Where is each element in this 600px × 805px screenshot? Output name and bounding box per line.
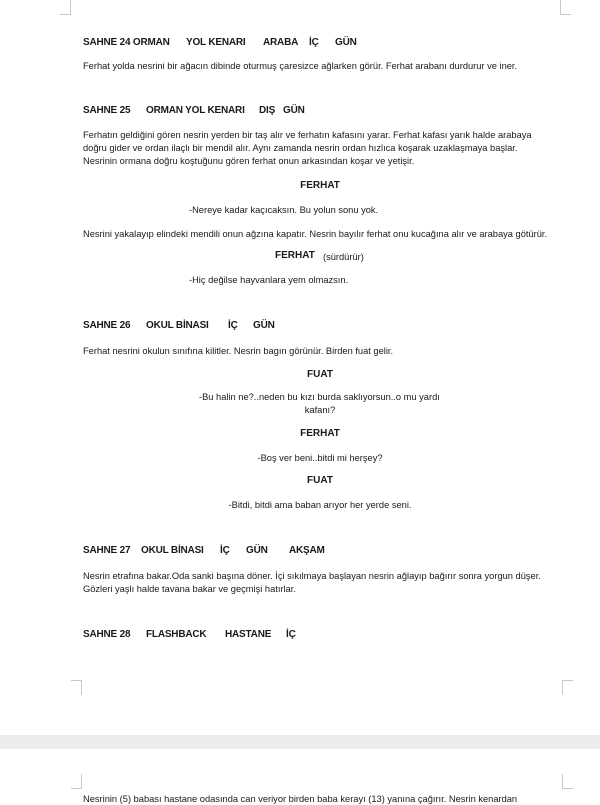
action-line: Ferhat nesrini okulun sınıfına kilitler. Nesrin bagın görünür. Birden fuat gelir.: [83, 346, 394, 356]
scene-time: GÜN: [253, 320, 275, 331]
scene-time: GÜN: [283, 105, 305, 116]
character-name: FUAT: [307, 475, 333, 486]
dialogue-line: -Bitdi, bitdi ama baban arıyor her yerde seni.: [228, 500, 412, 510]
scene-heading: SAHNE 28: [83, 629, 131, 640]
scene-location: YOL KENARI: [186, 37, 246, 48]
scene-heading: SAHNE 27: [83, 545, 131, 556]
page-corner-mark: [60, 0, 71, 15]
page-separator: [0, 735, 600, 749]
action-line: Ferhatın geldiğini gören nesrin yerden bir taş alır ve ferhatın kafasını yarar. Ferhat kafası yarık halde arabaya: [83, 130, 532, 140]
page-corner-mark: [562, 774, 573, 789]
action-line: doğru gider ve ordan ilaçlı bir mendil alır. Aynı zamanda nesrin ordan hızlıca koşarak uzaklaşmaya başlar.: [83, 143, 518, 153]
scene-sublocation: HASTANE: [225, 629, 272, 640]
scene-location: FLASHBACK: [146, 629, 207, 640]
scene-time: GÜN: [335, 37, 357, 48]
scene-int-ext: İÇ: [286, 629, 296, 640]
scene-sublocation: ARABA: [263, 37, 299, 48]
parenthetical: (sürdürür): [323, 252, 364, 262]
scene-int-ext: DIŞ: [259, 105, 276, 116]
action-line: Nesrinin ormana doğru koştuğunu gören ferhat onun arkasından koşar ve yetişir.: [83, 156, 415, 166]
scene-location: ORMAN YOL KENARI: [146, 105, 245, 116]
dialogue-line: -Bu halin ne?..neden bu kızı burda saklıyorsun..o mu yardı: [199, 392, 440, 402]
page-corner-mark: [562, 680, 573, 695]
character-name: FERHAT: [275, 250, 315, 261]
dialogue-line: -Nereye kadar kaçıcaksın. Bu yolun sonu yok.: [189, 205, 379, 215]
character-name: FERHAT: [300, 180, 340, 191]
page-corner-mark: [71, 774, 82, 789]
dialogue-line: kafanı?: [304, 405, 336, 415]
page-corner-mark: [71, 680, 82, 695]
scene-time: GÜN: [246, 545, 268, 556]
scene-int-ext: İÇ: [228, 320, 238, 331]
character-name: FERHAT: [300, 428, 340, 439]
scene-heading: SAHNE 25: [83, 105, 131, 116]
action-line-partial: Nesrinin (5) babası hastane odasında can veriyor birden baba kerayı (13) yanına çağırır. Nesrin kenardan: [83, 794, 518, 804]
action-line: Gözleri yaşlı halde tavana bakar ve geçmişi hatırlar.: [83, 584, 296, 594]
dialogue-line: -Hiç değilse hayvanlara yem olmazsın.: [189, 275, 349, 285]
scene-heading: SAHNE 24 ORMAN: [83, 37, 170, 48]
scene-heading: SAHNE 26: [83, 320, 131, 331]
action-line: Nesrini yakalayıp elindeki mendili onun ağzına kapatır. Nesrin bayılır ferhat onu kucağına alır ve arabaya götürür.: [83, 229, 548, 239]
scene-int-ext: İÇ: [309, 37, 319, 48]
scene-location: OKUL BİNASI: [141, 545, 204, 556]
next-page: [0, 749, 600, 804]
scene-location: OKUL BİNASI: [146, 320, 209, 331]
character-name: FUAT: [307, 369, 333, 380]
page-corner-mark: [560, 0, 571, 15]
dialogue-line: -Boş ver beni..bitdi mi herşey?: [257, 453, 383, 463]
scene-time-detail: AKŞAM: [289, 545, 325, 556]
scene-int-ext: İÇ: [220, 545, 230, 556]
action-line: Ferhat yolda nesrini bir ağacın dibinde oturmuş çaresizce ağlarken görür. Ferhat arabanı durdurur ve iner.: [83, 61, 518, 71]
action-line: Nesrin etrafına bakar.Oda sanki başına döner. İçi sıkılmaya başlayan nesrin ağlayıp bağırır sonra yorgun düşer.: [83, 571, 541, 581]
